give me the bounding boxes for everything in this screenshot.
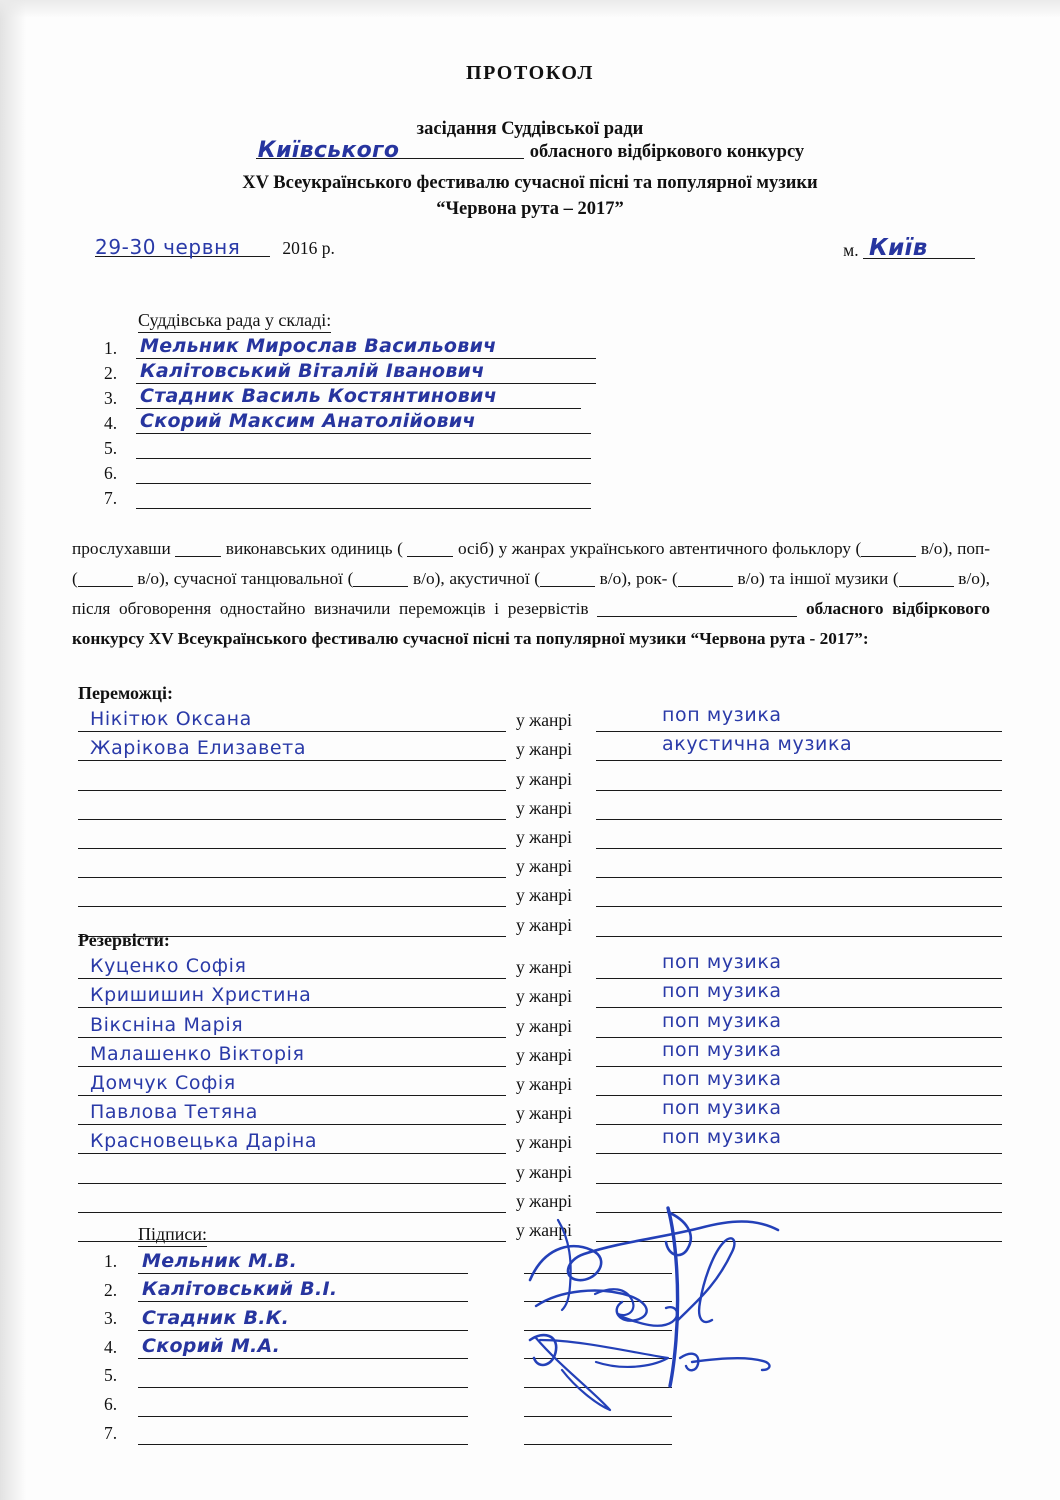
date-blank-field[interactable]: [95, 235, 270, 259]
winner-genre-blank[interactable]: [596, 848, 1002, 849]
reserve-genre: поп музика: [662, 1097, 782, 1120]
winner-genre: акустична музика: [662, 733, 853, 756]
signature-name: Калітовський В.І.: [142, 1278, 338, 1301]
reserve-genre-blank[interactable]: [596, 951, 1002, 979]
genre-label: у жанрі: [516, 1015, 572, 1036]
signature-row-number: 6.: [104, 1393, 118, 1414]
council-row-name: Стадник Василь Костянтинович: [140, 385, 497, 407]
winner-genre-blank[interactable]: [596, 936, 1002, 937]
council-row-blank[interactable]: [136, 383, 596, 384]
city-prefix: м.: [843, 240, 859, 260]
winner-name-blank[interactable]: [78, 848, 506, 849]
signature-mark-blank[interactable]: [524, 1330, 672, 1331]
council-row-number: 2.: [104, 363, 118, 383]
winner-genre-blank[interactable]: [596, 790, 1002, 791]
signature-name-blank[interactable]: [138, 1387, 468, 1388]
para-text-6: в/о), акустичної (: [413, 569, 541, 588]
genre-label: у жанрі: [516, 1161, 572, 1182]
reserve-genre-blank[interactable]: [596, 1038, 1002, 1067]
reserve-name-blank[interactable]: [78, 1212, 506, 1213]
council-row-number: 7.: [104, 488, 118, 508]
genre-label: у жанрі: [516, 986, 572, 1007]
reserve-name-blank[interactable]: [78, 1095, 506, 1096]
winner-name-blank[interactable]: [78, 731, 506, 732]
para-text-2: виконавських одиниць (: [225, 539, 403, 558]
signature-mark-blank[interactable]: [524, 1273, 672, 1274]
signature-name-blank[interactable]: [138, 1444, 468, 1445]
signature-name: Мельник М.В.: [142, 1249, 298, 1272]
council-row-blank[interactable]: [136, 508, 591, 509]
winner-genre-blank[interactable]: [596, 877, 1002, 878]
signature-mark-blank[interactable]: [524, 1416, 672, 1417]
signature-row-number: 7.: [104, 1422, 118, 1443]
signature-row-number: 5.: [104, 1365, 118, 1386]
reserve-genre: поп музика: [662, 1038, 782, 1061]
signature-mark-blank[interactable]: [524, 1301, 672, 1302]
year-label: 2016 р.: [282, 238, 335, 258]
signature-mark-blank[interactable]: [524, 1358, 672, 1359]
reserve-genre: поп музика: [662, 951, 782, 974]
council-heading: Суддівська рада у складі:: [138, 310, 331, 333]
genre-label: у жанрі: [516, 826, 572, 847]
council-row-blank[interactable]: [136, 433, 591, 434]
genre-label: у жанрі: [516, 768, 572, 789]
genre-label: у жанрі: [516, 856, 572, 877]
reserve-genre: поп музика: [662, 1067, 782, 1090]
genre-label: у жанрі: [516, 885, 572, 906]
rock-blank[interactable]: [678, 586, 733, 587]
council-row-blank[interactable]: [136, 358, 596, 359]
signature-name-blank[interactable]: [138, 1273, 468, 1274]
genre-label: у жанрі: [516, 1044, 572, 1065]
council-row: [104, 436, 604, 461]
council-row-number: 5.: [104, 438, 118, 458]
reserve-name-blank[interactable]: [78, 1037, 506, 1038]
genre-label: у жанрі: [516, 797, 572, 818]
council-row-name: Калітовський Віталій Іванович: [140, 360, 485, 382]
reserve-name: Павлова Тетяна: [90, 1101, 259, 1124]
council-row: [104, 461, 604, 486]
signature-name-blank[interactable]: [138, 1358, 468, 1359]
signature-name-blank[interactable]: [138, 1301, 468, 1302]
page-title: ПРОТОКОЛ: [465, 62, 595, 84]
council-row: [104, 336, 604, 361]
winner-name: Жарікова Елизавета: [90, 737, 307, 760]
reserve-name-blank[interactable]: [78, 1183, 506, 1184]
para-text-1: прослухавши: [72, 539, 171, 558]
subtitle-line-3: XV Всеукраїнського фестивалю сучасної пісні та популярної музики: [242, 173, 818, 193]
council-row-blank[interactable]: [136, 408, 581, 409]
genre-label: у жанрі: [516, 1073, 572, 1094]
para-text-10: обласного відбіркового конкурсу XV Всеукраїнського фестивалю сучасної пісні та популярної музики “Червона рута - 2017”:: [72, 599, 990, 648]
council-row-number: 4.: [104, 413, 118, 433]
reserve-name: Малашенко Вікторія: [90, 1042, 305, 1065]
reserve-name: Вікснiна Марія: [90, 1013, 244, 1036]
reserves-title: Резервісти:: [78, 930, 170, 950]
units-blank[interactable]: [175, 556, 221, 557]
council-row-name: Скорий Максим Анатолійович: [140, 410, 476, 432]
winner-genre: поп музика: [662, 704, 782, 727]
reserve-name: Красновецька Даріна: [90, 1130, 318, 1153]
reserve-name-blank[interactable]: [78, 1153, 506, 1154]
council-row-blank[interactable]: [136, 483, 591, 484]
subtitle-line-2-text: обласного відбіркового конкурсу: [529, 142, 805, 162]
subtitle-line-1: засідання Суддівської ради: [416, 119, 644, 139]
winners-title: Переможці:: [78, 683, 173, 703]
signature-row-number: 1.: [104, 1251, 118, 1271]
genre-label: у жанрі: [516, 1132, 572, 1153]
other-blank[interactable]: [899, 586, 954, 587]
subtitle-line-4: “Червона рута – 2017”: [436, 199, 624, 219]
reserve-genre: поп музика: [662, 980, 782, 1003]
body-paragraph: [72, 534, 990, 654]
winner-name-blank[interactable]: [78, 877, 506, 878]
reserve-name-blank[interactable]: [78, 1007, 506, 1008]
winner-name-blank[interactable]: [78, 760, 506, 761]
genre-label: у жанрі: [516, 710, 572, 731]
council-row-name: Мельник Мирослав Васильович: [140, 335, 497, 357]
council-row: [104, 411, 604, 436]
acoustic-blank[interactable]: [540, 586, 595, 587]
signature-row-number: 2.: [104, 1279, 118, 1300]
reserve-genre: поп музика: [662, 1009, 782, 1032]
genre-label: у жанрі: [516, 914, 572, 935]
genre-label: у жанрі: [516, 957, 572, 978]
council-row-number: 3.: [104, 388, 118, 408]
signature-name-blank[interactable]: [138, 1416, 468, 1417]
city-line: [843, 235, 975, 261]
reserve-name-blank[interactable]: [78, 1066, 506, 1067]
signature-mark-blank[interactable]: [524, 1444, 672, 1445]
council-row: [104, 486, 604, 511]
reserve-name-blank[interactable]: [78, 1124, 506, 1125]
region-line: [0, 138, 1060, 163]
council-row-number: 6.: [104, 463, 118, 483]
para-text-7: в/о), рок- (: [599, 569, 678, 588]
winner-genre-blank[interactable]: [596, 733, 1002, 761]
reserve-genre-blank[interactable]: [596, 1097, 1002, 1125]
reserve-name: Домчук Софія: [90, 1071, 236, 1094]
para-text-3: осіб) у жанрах українського автентичного фольклору (: [457, 539, 862, 558]
council-row-number: 1.: [104, 338, 118, 358]
reserve-genre-blank[interactable]: [596, 1241, 1002, 1242]
reserve-name-blank[interactable]: [78, 978, 506, 979]
reserve-genre-blank[interactable]: [596, 1183, 1002, 1184]
signature-row-number: 3.: [104, 1308, 118, 1329]
winner-genre-blank[interactable]: [596, 819, 1002, 820]
para-text-8: в/о) та іншої музики (: [737, 569, 899, 588]
signature-name-blank[interactable]: [138, 1330, 468, 1331]
council-row-blank[interactable]: [136, 458, 591, 459]
signature-name: Стадник В.К.: [142, 1306, 290, 1329]
genre-label: у жанрі: [516, 739, 572, 760]
reserve-name: Кришишин Христина: [90, 984, 312, 1007]
winner-name-blank[interactable]: [78, 790, 506, 791]
para-text-9: в/о), після обговорення одностайно визначили переможців і резервістів: [72, 569, 990, 618]
genre-label: у жанрі: [516, 1103, 572, 1124]
reserve-genre-blank[interactable]: [596, 1126, 1002, 1154]
reserve-genre-blank[interactable]: [596, 980, 1002, 1008]
para-text-5: в/о), сучасної танцювальної (: [137, 569, 354, 588]
signatures-heading: Підписи:: [138, 1224, 207, 1247]
city-handwritten-value: Київ: [869, 235, 928, 261]
signature-row-number: 4.: [104, 1336, 118, 1357]
winner-genre-blank[interactable]: [596, 704, 1002, 732]
council-list: [104, 336, 604, 511]
reserve-genre: поп музика: [662, 1126, 782, 1149]
winner-name-blank[interactable]: [78, 906, 506, 907]
para-text-4: в/о), поп- (: [72, 539, 990, 588]
council-row: [104, 386, 604, 411]
signature-name: Скорий М.А.: [142, 1335, 281, 1358]
region-handwritten-value: Київського: [257, 138, 400, 163]
persons-blank[interactable]: [407, 556, 453, 557]
reserve-genre-blank[interactable]: [596, 1067, 1002, 1096]
winner-name-blank[interactable]: [78, 819, 506, 820]
winner-name: Нікітюк Оксана: [90, 708, 252, 731]
folk-blank[interactable]: [861, 556, 916, 557]
reserve-name: Куценко Софія: [90, 955, 247, 978]
winner-genre-blank[interactable]: [596, 906, 1002, 907]
date-handwritten-value: 29-30 червня: [95, 235, 241, 259]
pop-blank[interactable]: [78, 586, 133, 587]
region-paragraph-blank[interactable]: [597, 616, 797, 617]
genre-label: у жанрі: [516, 1219, 572, 1240]
dance-blank[interactable]: [353, 586, 408, 587]
region-blank-field[interactable]: [256, 138, 524, 163]
reserve-genre-blank[interactable]: [596, 1009, 1002, 1038]
signature-mark-blank[interactable]: [524, 1387, 672, 1388]
reserve-genre-blank[interactable]: [596, 1212, 1002, 1213]
city-blank-field[interactable]: [863, 235, 975, 261]
genre-label: у жанрі: [516, 1190, 572, 1211]
council-row: [104, 361, 604, 386]
